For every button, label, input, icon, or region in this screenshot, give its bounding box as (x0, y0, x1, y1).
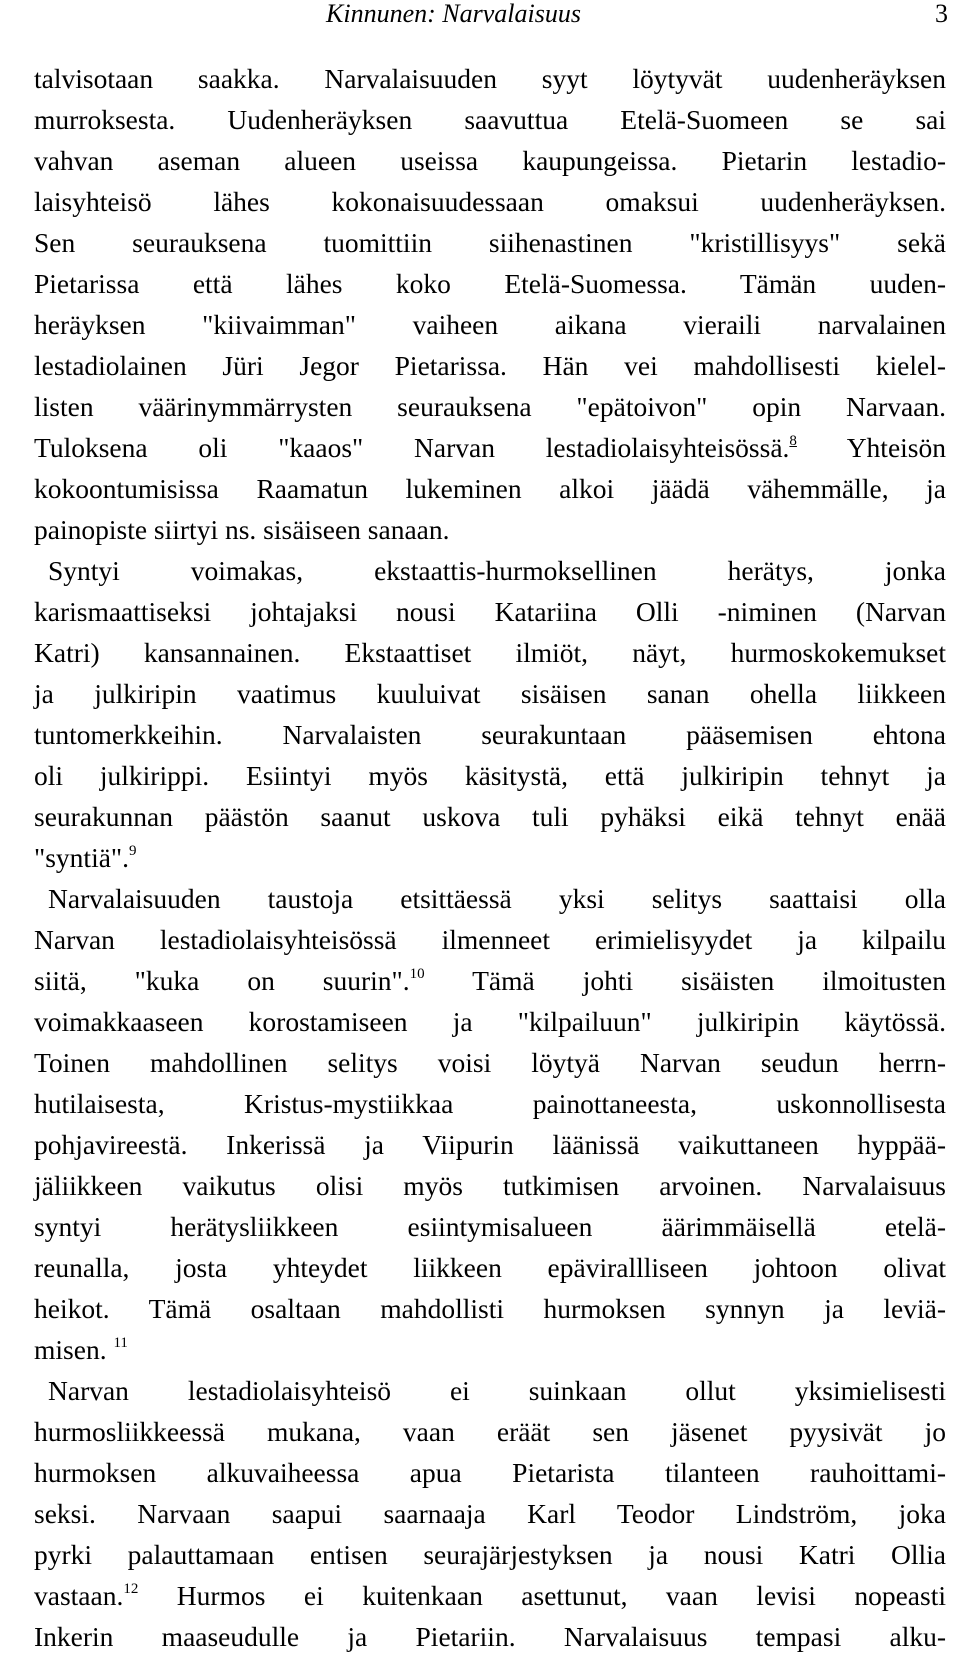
line-text: hurmosliikkeessä mukana, vaan eräät sen jäsenet pyysivät jo (34, 1416, 946, 1447)
running-header (0, 0, 960, 28)
text-line (34, 386, 946, 427)
text-line (34, 1165, 946, 1206)
text-line (34, 509, 946, 550)
text-line (34, 1042, 946, 1083)
text-line (34, 1124, 946, 1165)
text-line (34, 1411, 946, 1452)
line-text: "syntiä". (34, 842, 130, 873)
text-line (34, 1001, 946, 1042)
line-text: ja julkiripin vaatimus kuuluivat sisäisen sanan ohella liikkeen (34, 678, 946, 709)
text-line (34, 755, 946, 796)
text-line (34, 919, 946, 960)
line-text: listen väärinymmärrysten seurauksena "epätoivon" opin Narvaan. (34, 391, 946, 422)
line-text-after: Tämä johti sisäisten ilmoitusten (424, 965, 946, 996)
line-text: jäliikkeen vaikutus olisi myös tutkimisen arvoinen. Narvalaisuus (34, 1170, 946, 1201)
line-text: Tuloksena oli "kaaos" Narvan lestadiolaisyhteisössä. (34, 432, 790, 463)
text-line (34, 878, 946, 919)
text-line (34, 345, 946, 386)
text-line (34, 1247, 946, 1288)
text-line (34, 1616, 946, 1657)
text-line (34, 960, 946, 1001)
text-line (34, 263, 946, 304)
text-line (34, 1534, 946, 1575)
line-text: kokoontumisissa Raamatun lukeminen alkoi jäädä vähemmälle, ja (34, 473, 946, 504)
text-line (34, 550, 946, 591)
text-line (34, 1288, 946, 1329)
page-number: 3 (935, 0, 948, 28)
line-text: seksi. Narvaan saapui saarnaaja Karl Teodor Lindström, joka (34, 1498, 946, 1529)
line-text: syntyi herätysliikkeen esiintymisalueen äärimmäisellä etelä- (34, 1211, 946, 1242)
text-line (34, 304, 946, 345)
line-text: hutilaisesta, Kristus-mystiikkaa painottaneesta, uskonnollisesta (34, 1088, 946, 1119)
line-text: Narvalaisuuden taustoja etsittäessä yksi selitys saattaisi olla (48, 883, 946, 914)
text-line (34, 1452, 946, 1493)
line-text: heikot. Tämä osaltaan mahdollisti hurmoksen synnyn ja leviä- (34, 1293, 946, 1324)
running-title: Kinnunen: Narvalaisuus (326, 0, 581, 28)
text-line (34, 673, 946, 714)
text-line (34, 591, 946, 632)
line-text: tuntomerkkeihin. Narvalaisten seurakuntaan pääsemisen ehtona (34, 719, 946, 750)
line-text: vahvan aseman alueen useissa kaupungeissa. Pietarin lestadio- (34, 145, 946, 176)
line-text-after: Hurmos ei kuitenkaan asettunut, vaan levisi nopeasti (138, 1580, 946, 1611)
line-text: seurakunnan päästön saanut uskova tuli pyhäksi eikä tehnyt enää (34, 801, 946, 832)
line-text: painopiste siirtyi ns. sisäiseen sanaan. (34, 514, 450, 545)
line-text: siitä, "kuka on suurin". (34, 965, 410, 996)
text-line (34, 1370, 946, 1411)
text-line (34, 140, 946, 181)
text-line (34, 181, 946, 222)
line-text: talvisotaan saakka. Narvalaisuuden syyt löytyvät uudenheräyksen (34, 63, 946, 94)
text-line (34, 1575, 946, 1616)
text-line (34, 714, 946, 755)
footnote-marker: 9 (129, 843, 137, 859)
text-line (34, 837, 946, 878)
text-line (34, 1206, 946, 1247)
line-text: Syntyi voimakas, ekstaattis-hurmoksellinen herätys, jonka (48, 555, 946, 586)
line-text: reunalla, josta yhteydet liikkeen epävirallliseen johtoon olivat (34, 1252, 946, 1283)
line-text: heräyksen "kiivaimman" vaiheen aikana vieraili narvalainen (34, 309, 946, 340)
body-text (34, 58, 946, 1657)
text-line (34, 468, 946, 509)
line-text: pyrki palauttamaan entisen seurajärjestyksen ja nousi Katri Ollia (34, 1539, 946, 1570)
line-text: vastaan. (34, 1580, 124, 1611)
line-text: voimakkaaseen korostamiseen ja "kilpailuun" julkiripin käytössä. (34, 1006, 946, 1037)
text-line (34, 58, 946, 99)
footnote-marker: 8 (789, 433, 797, 449)
footnote-marker: 11 (113, 1335, 128, 1351)
line-text: hurmoksen alkuvaiheessa apua Pietarista tilanteen rauhoittami- (34, 1457, 946, 1488)
line-text-after: Yhteisön (796, 432, 946, 463)
line-text: Inkerin maaseudulle ja Pietariin. Narvalaisuus tempasi alku- (34, 1621, 946, 1652)
text-line (34, 427, 946, 468)
line-text: murroksesta. Uudenheräyksen saavuttua Etelä-Suomeen se sai (34, 104, 946, 135)
line-text: karismaattiseksi johtajaksi nousi Katariina Olli -niminen (Narvan (34, 596, 946, 627)
line-text: oli julkirippi. Esiintyi myös käsitystä, että julkiripin tehnyt ja (34, 760, 946, 791)
line-text: misen. (34, 1334, 114, 1365)
footnote-marker: 10 (409, 966, 425, 982)
text-line (34, 222, 946, 263)
text-line (34, 99, 946, 140)
line-text: Katri) kansannainen. Ekstaattiset ilmiöt, näyt, hurmoskokemukset (34, 637, 946, 668)
text-line (34, 796, 946, 837)
line-text: Narvan lestadiolaisyhteisössä ilmenneet erimielisyydet ja kilpailu (34, 924, 946, 955)
footnote-marker: 12 (123, 1581, 139, 1597)
line-text: Sen seurauksena tuomittiin siihenastinen "kristillisyys" sekä (34, 227, 946, 258)
text-line (34, 1083, 946, 1124)
text-line (34, 1493, 946, 1534)
line-text: Pietarissa että lähes koko Etelä-Suomessa. Tämän uuden- (34, 268, 946, 299)
text-line (34, 1329, 946, 1370)
line-text: lestadiolainen Jüri Jegor Pietarissa. Hän vei mahdollisesti kielel- (34, 350, 946, 381)
line-text: Narvan lestadiolaisyhteisö ei suinkaan ollut yksimielisesti (48, 1375, 946, 1406)
line-text: laisyhteisö lähes kokonaisuudessaan omaksui uudenheräyksen. (34, 186, 946, 217)
text-line (34, 632, 946, 673)
line-text: Toinen mahdollinen selitys voisi löytyä Narvan seudun herrn- (34, 1047, 946, 1078)
line-text: pohjavireestä. Inkerissä ja Viipurin läänissä vaikuttaneen hyppää- (34, 1129, 946, 1160)
